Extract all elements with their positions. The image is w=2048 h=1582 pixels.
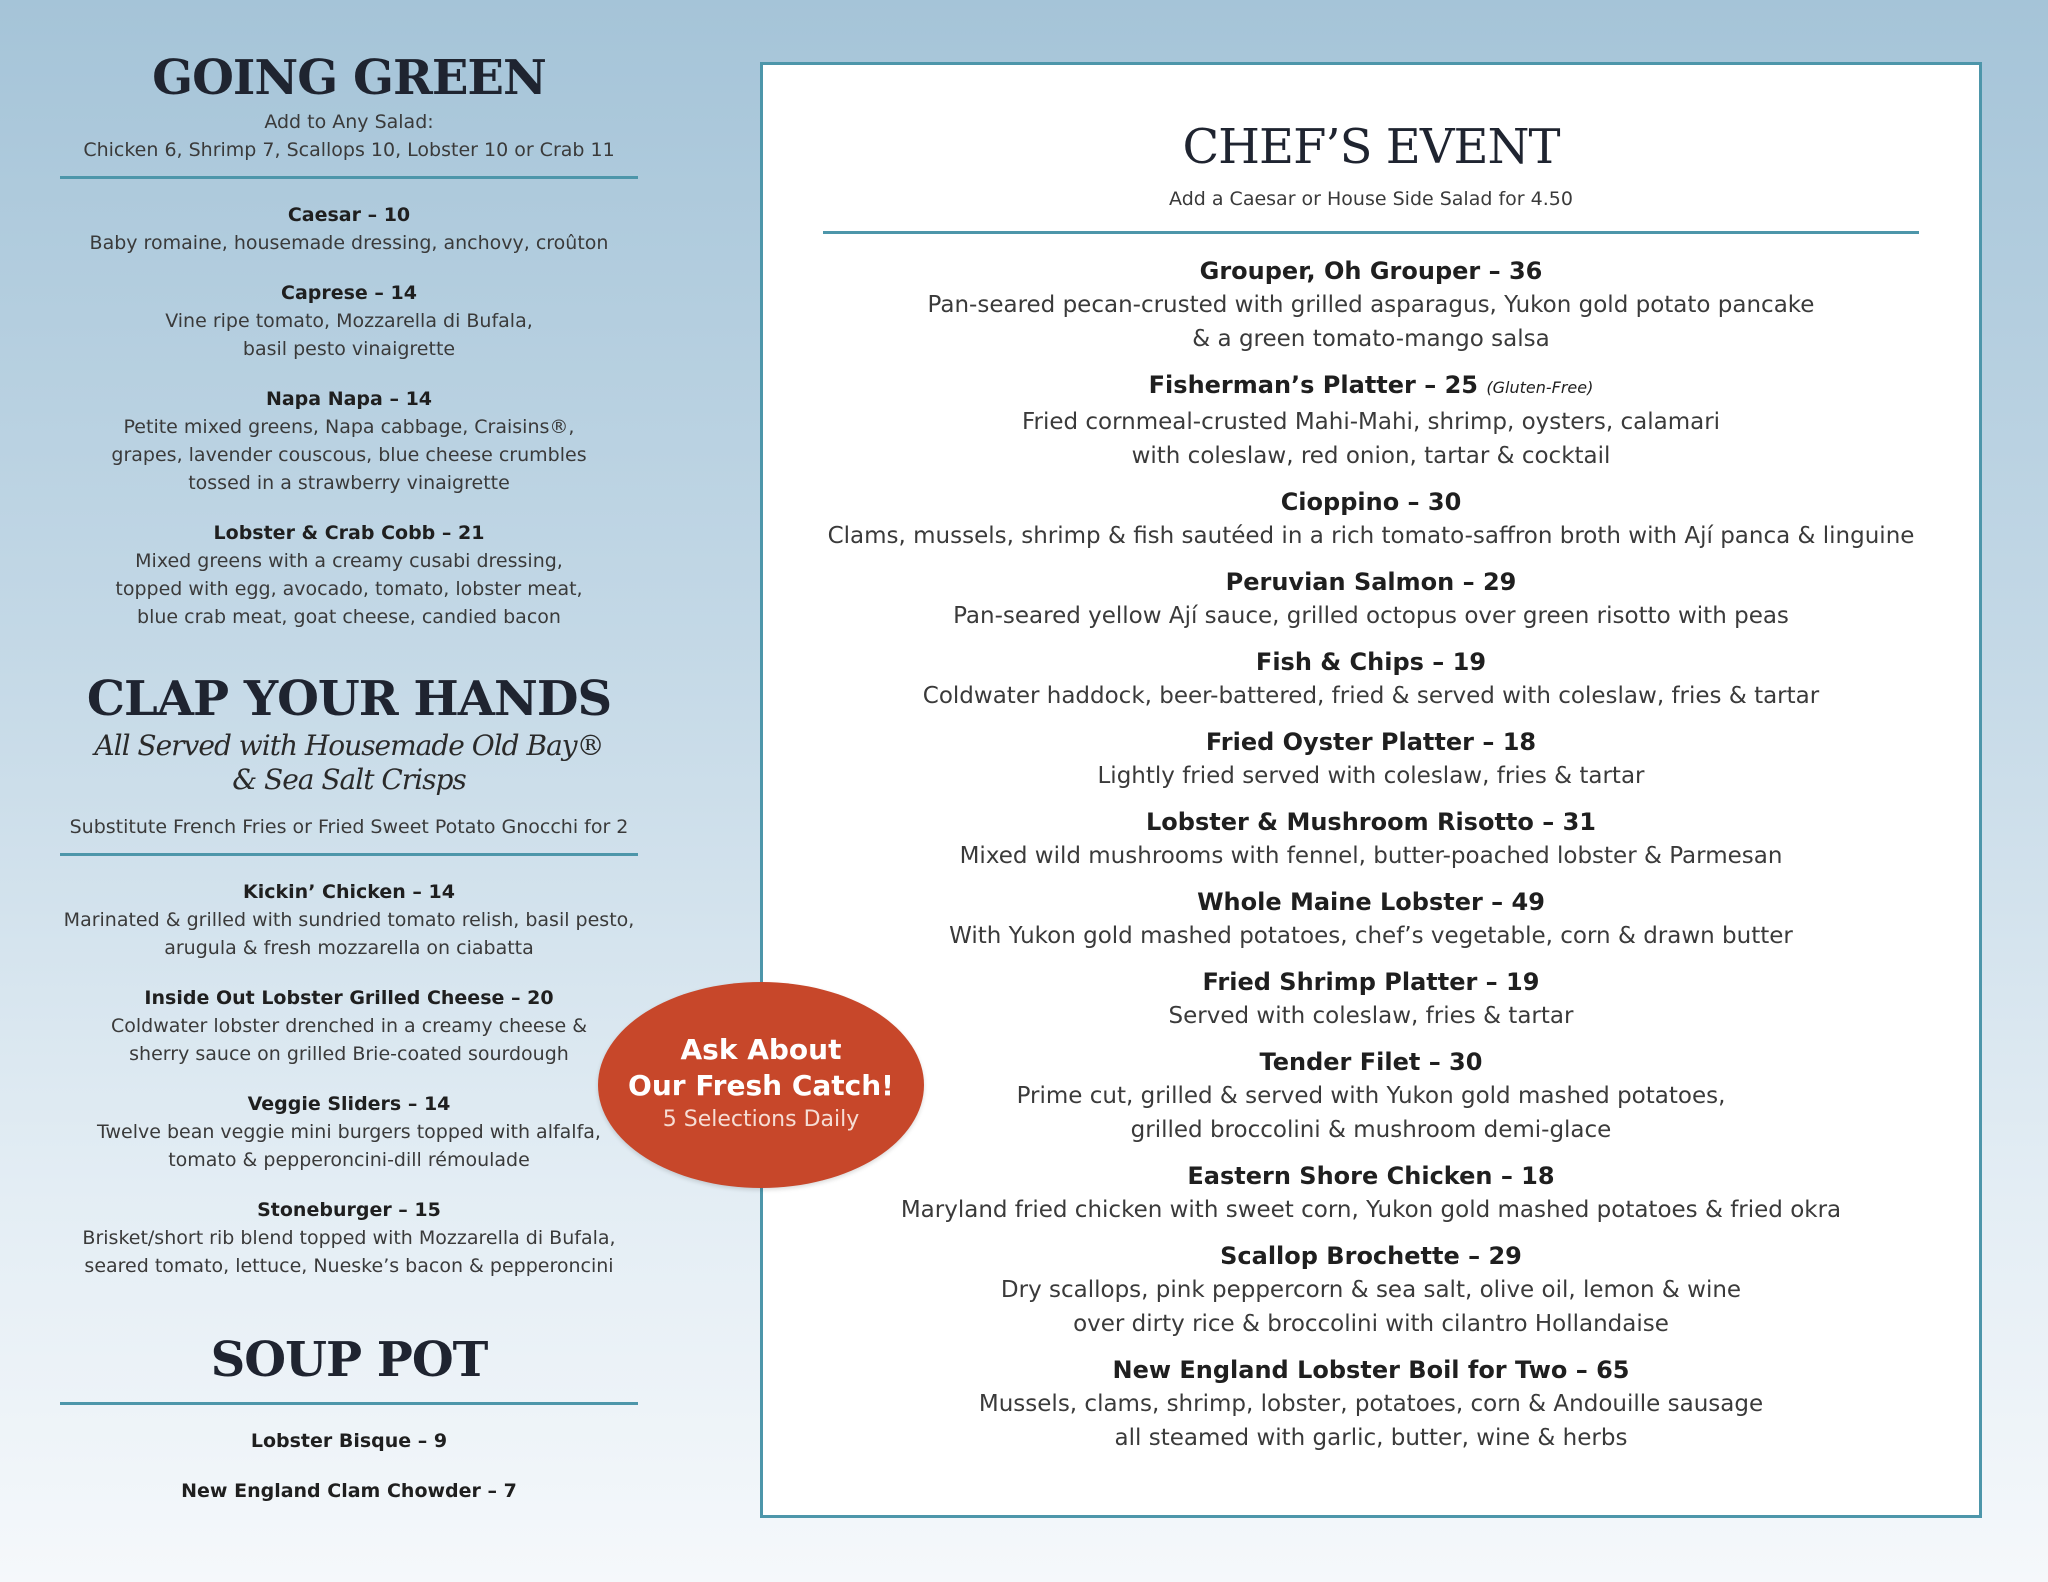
menu-item bbox=[60, 279, 638, 363]
menu-item-name: Fried Shrimp Platter – 19 bbox=[1202, 968, 1540, 996]
menu-item bbox=[763, 1045, 1979, 1147]
menu-item-name-row bbox=[763, 368, 1979, 405]
clap-your-hands-section bbox=[60, 669, 638, 1280]
menu-item-desc: With Yukon gold mashed potatoes, chef’s vegetable, corn & drawn butter bbox=[949, 923, 1793, 949]
menu-item bbox=[763, 725, 1979, 793]
menu-item-desc: Mixed greens with a creamy cusabi dressing, topped with egg, avocado, tomato, lobster meat, blue crab meat, goat cheese, candied bacon bbox=[115, 550, 583, 628]
menu-item bbox=[763, 1353, 1979, 1455]
menu-item bbox=[763, 254, 1979, 356]
menu-item-name: Veggie Sliders – 14 bbox=[247, 1093, 451, 1115]
menu-item bbox=[60, 984, 638, 1068]
menu-item-name: Whole Maine Lobster – 49 bbox=[1197, 888, 1545, 916]
menu-item bbox=[60, 385, 638, 497]
fresh-catch-line3: 5 Selections Daily bbox=[662, 1107, 860, 1132]
section-divider bbox=[60, 176, 638, 179]
menu-item bbox=[60, 201, 638, 257]
menu-item-desc: Baby romaine, housemade dressing, anchovy, croûton bbox=[89, 232, 609, 254]
menu-item-desc: Maryland fried chicken with sweet corn, Yukon gold mashed potatoes & fried okra bbox=[900, 1197, 1842, 1223]
left-column bbox=[60, 48, 638, 1527]
menu-item-desc: Dry scallops, pink peppercorn & sea salt, olive oil, lemon & wine over dirty rice & broccolini with cilantro Hollandaise bbox=[1000, 1277, 1742, 1337]
gluten-free-note: (Gluten-Free) bbox=[1486, 378, 1594, 397]
going-green-title: GOING GREEN bbox=[152, 50, 546, 106]
menu-item-name: Kickin’ Chicken – 14 bbox=[243, 881, 455, 903]
soup-pot-title: SOUP POT bbox=[210, 1332, 488, 1388]
menu-item bbox=[60, 1090, 638, 1174]
menu-item bbox=[60, 1427, 638, 1455]
menu-item-name: New England Lobster Boil for Two – 65 bbox=[1112, 1356, 1630, 1384]
menu-item-desc: Served with coleslaw, fries & tartar bbox=[1168, 1003, 1574, 1029]
menu-item bbox=[763, 368, 1979, 473]
menu-item-desc: Petite mixed greens, Napa cabbage, Craisins®, grapes, lavender couscous, blue cheese crumbles tossed in a strawberry vinaigrette bbox=[111, 416, 587, 494]
going-green-add-label: Add to Any Salad: bbox=[264, 111, 434, 133]
menu-item bbox=[763, 1239, 1979, 1341]
chefs-event-panel bbox=[760, 62, 1982, 1518]
menu-item-name: Lobster & Crab Cobb – 21 bbox=[213, 522, 485, 544]
menu-item-desc: Lightly fried served with coleslaw, fries & tartar bbox=[1097, 763, 1645, 789]
menu-item-name: Fisherman’s Platter – 25 bbox=[1148, 371, 1478, 399]
substitution-note: Substitute French Fries or Fried Sweet Potato Gnocchi for 2 bbox=[69, 816, 629, 838]
soup-pot-section bbox=[60, 1330, 638, 1505]
menu-item-desc: Twelve bean veggie mini burgers topped with alfalfa, tomato & pepperoncini-dill rémoulade bbox=[97, 1121, 601, 1171]
menu-item-name: Lobster & Mushroom Risotto – 31 bbox=[1145, 808, 1596, 836]
menu-item-desc: Prime cut, grilled & served with Yukon gold mashed potatoes, grilled broccolini & mushroom demi-glace bbox=[1016, 1083, 1726, 1143]
menu-item-desc: Pan-seared yellow Ají sauce, grilled octopus over green risotto with peas bbox=[953, 603, 1789, 629]
menu-item-desc: Vine ripe tomato, Mozzarella di Bufala, basil pesto vinaigrette bbox=[165, 310, 533, 360]
menu-item bbox=[60, 519, 638, 631]
section-divider bbox=[60, 1402, 638, 1405]
menu-item-name: Tender Filet – 30 bbox=[1259, 1048, 1483, 1076]
menu-item-name: Fish & Chips – 19 bbox=[1255, 648, 1487, 676]
section-divider bbox=[823, 231, 1919, 234]
menu-item-name: Lobster Bisque – 9 bbox=[250, 1430, 448, 1452]
menu-item-desc: Marinated & grilled with sundried tomato relish, basil pesto, arugula & fresh mozzarella on ciabatta bbox=[63, 909, 635, 959]
going-green-section bbox=[60, 48, 638, 631]
menu-item-desc: Coldwater lobster drenched in a creamy cheese & sherry sauce on grilled Brie-coated sourdough bbox=[110, 1015, 588, 1065]
menu-item bbox=[60, 1196, 638, 1280]
menu-item-name: Napa Napa – 14 bbox=[265, 388, 433, 410]
menu-item bbox=[763, 485, 1979, 553]
menu-item-name: New England Clam Chowder – 7 bbox=[181, 1480, 517, 1502]
menu-item-name: Grouper, Oh Grouper – 36 bbox=[1199, 257, 1543, 285]
menu-item-name: Cioppino – 30 bbox=[1280, 488, 1462, 516]
menu-item-desc: Mussels, clams, shrimp, lobster, potatoes, corn & Andouille sausage all steamed with garlic, butter, wine & herbs bbox=[978, 1391, 1764, 1451]
menu-item-desc: Coldwater haddock, beer-battered, fried & served with coleslaw, fries & tartar bbox=[922, 683, 1820, 709]
menu-item bbox=[763, 965, 1979, 1033]
fresh-catch-badge bbox=[598, 982, 924, 1188]
menu-item bbox=[763, 805, 1979, 873]
section-divider bbox=[60, 853, 638, 856]
menu-item-desc: Brisket/short rib blend topped with Mozzarella di Bufala, seared tomato, lettuce, Nueske’s bacon & pepperoncini bbox=[82, 1227, 616, 1277]
menu-item-name: Peruvian Salmon – 29 bbox=[1225, 568, 1517, 596]
menu-item-name: Caprese – 14 bbox=[281, 282, 417, 304]
chefs-event-title: CHEF’S EVENT bbox=[1182, 119, 1560, 175]
menu-item-desc: Mixed wild mushrooms with fennel, butter-poached lobster & Parmesan bbox=[959, 843, 1783, 869]
clap-your-hands-subtitle: All Served with Housemade Old Bay® & Sea Salt Crisps bbox=[94, 729, 604, 796]
menu-item bbox=[763, 885, 1979, 953]
chefs-event-subtitle: Add a Caesar or House Side Salad for 4.50 bbox=[1169, 188, 1573, 210]
fresh-catch-line1: Ask About bbox=[680, 1033, 842, 1066]
menu-item-desc: Clams, mussels, shrimp & fish sautéed in a rich tomato-saffron broth with Ají panca & linguine bbox=[827, 523, 1915, 549]
menu-item-name: Stoneburger – 15 bbox=[257, 1199, 441, 1221]
menu-item bbox=[763, 645, 1979, 713]
menu-item bbox=[60, 878, 638, 962]
menu-item-desc: Pan-seared pecan-crusted with grilled asparagus, Yukon gold potato pancake & a green tomato-mango salsa bbox=[927, 292, 1815, 352]
going-green-add-options: Chicken 6, Shrimp 7, Scallops 10, Lobster 10 or Crab 11 bbox=[83, 139, 615, 161]
menu-item bbox=[60, 1477, 638, 1505]
menu-item-desc: Fried cornmeal-crusted Mahi-Mahi, shrimp, oysters, calamari with coleslaw, red onion, tartar & cocktail bbox=[1021, 409, 1721, 469]
menu-item-name: Scallop Brochette – 29 bbox=[1220, 1242, 1522, 1270]
menu-item-name: Inside Out Lobster Grilled Cheese – 20 bbox=[144, 987, 554, 1009]
fresh-catch-line2: Our Fresh Catch! bbox=[628, 1069, 894, 1102]
menu-item bbox=[763, 1159, 1979, 1227]
menu-item-name: Eastern Shore Chicken – 18 bbox=[1187, 1162, 1555, 1190]
menu-item-name: Fried Oyster Platter – 18 bbox=[1205, 728, 1537, 756]
menu-item bbox=[763, 565, 1979, 633]
clap-your-hands-title: CLAP YOUR HANDS bbox=[86, 671, 612, 727]
menu-item-name: Caesar – 10 bbox=[287, 204, 411, 226]
